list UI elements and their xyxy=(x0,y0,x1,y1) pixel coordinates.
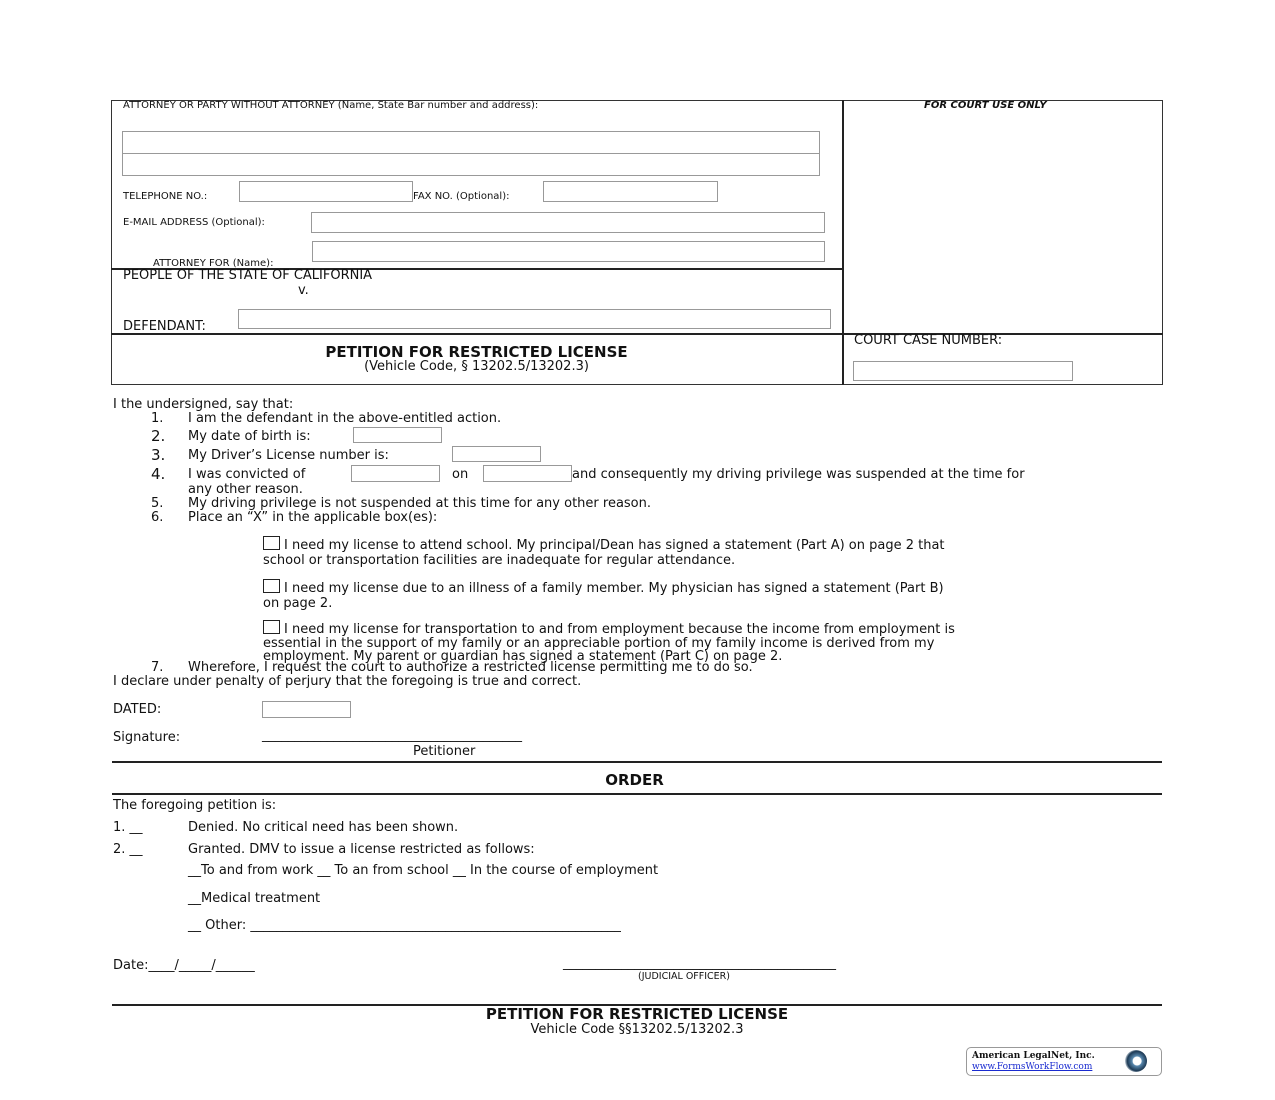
footer-subtitle: Vehicle Code §§13202.5/13202.3 xyxy=(530,1022,744,1037)
attorney-for-field[interactable] xyxy=(312,241,825,262)
dated-label: DATED: xyxy=(113,702,162,717)
item-text: any other reason. xyxy=(188,482,303,497)
case-number-label: COURT CASE NUMBER: xyxy=(854,333,1003,348)
granted-blank[interactable]: 2. __ xyxy=(113,842,143,857)
item-text: Place an “X” in the applicable box(es): xyxy=(188,510,438,525)
item-text: on xyxy=(452,467,469,482)
item-text: I am the defendant in the above-entitled action. xyxy=(188,411,502,426)
signature-line[interactable]: ________________________________________ xyxy=(262,728,522,743)
case-number-field[interactable] xyxy=(853,361,1073,381)
order-title: ORDER xyxy=(605,771,664,789)
option-illness: I need my license due to an illness of a family member. My physician has signed a statement (Part B) on page 2. xyxy=(263,581,944,611)
declaration-text: I declare under penalty of perjury that the foregoing is true and correct. xyxy=(113,674,582,689)
petitioner-label: Petitioner xyxy=(413,744,476,759)
defendant-label: DEFENDANT: xyxy=(123,319,206,334)
item-text: My date of birth is: xyxy=(188,429,311,444)
denied-text: Denied. No critical need has been shown. xyxy=(188,820,459,835)
court-use-label: FOR COURT USE ONLY xyxy=(924,100,1047,111)
granted-text: Granted. DMV to issue a license restricted as follows: xyxy=(188,842,535,857)
attorney-for-label: ATTORNEY FOR (Name): xyxy=(153,258,274,269)
license-number-field[interactable] xyxy=(452,446,541,462)
school-checkbox[interactable] xyxy=(263,536,280,550)
email-label: E-MAIL ADDRESS (Optional): xyxy=(123,217,265,228)
defendant-field[interactable] xyxy=(238,309,831,329)
item-number: 5. xyxy=(151,496,164,511)
denied-blank[interactable]: 1. __ xyxy=(113,820,143,835)
item-text: Wherefore, I request the court to authorize a restricted license permitting me to do so. xyxy=(188,660,753,675)
attorney-address-field[interactable] xyxy=(122,153,820,176)
item-text: My driving privilege is not suspended at this time for any other reason. xyxy=(188,496,652,511)
versus-label: v. xyxy=(298,283,309,298)
item-text: and consequently my driving privilege was suspended at the time for xyxy=(572,467,1025,482)
conviction-field[interactable] xyxy=(351,465,440,482)
item-number: 7. xyxy=(151,660,164,675)
item-number: 1. xyxy=(151,411,164,426)
item-number: 3. xyxy=(151,446,166,464)
order-intro: The foregoing petition is: xyxy=(113,798,277,813)
restriction-medical[interactable]: __Medical treatment xyxy=(188,891,321,906)
judge-signature-line[interactable]: __________________________________________ xyxy=(563,956,836,971)
form-subtitle: (Vehicle Code, § 13202.5/13202.3) xyxy=(364,359,589,374)
option-school: I need my license to attend school. My principal/Dean has signed a statement (Part A) on page 2 that school or transportation facilities are inadequate for regular attendance. xyxy=(263,538,945,568)
signature-label: Signature: xyxy=(113,730,181,745)
footer-title: PETITION FOR RESTRICTED LICENSE xyxy=(485,1005,789,1023)
telephone-label: TELEPHONE NO.: xyxy=(123,191,208,202)
option-employment: I need my license for transportation to and from employment because the income from employment is essential in the support of my family or an appreciable portion of my family income is derived from my employment. My parent or guardian has signed a statement (Part C) on page 2. xyxy=(263,622,955,664)
date-of-birth-field[interactable] xyxy=(353,427,442,443)
attorney-name-field[interactable] xyxy=(122,131,820,154)
email-field[interactable] xyxy=(311,212,825,233)
item-number: 6. xyxy=(151,510,164,525)
american-legalnet-logo[interactable]: American LegalNet, Inc. www.FormsWorkFlow.com xyxy=(966,1047,1162,1076)
fax-label: FAX NO. (Optional): xyxy=(413,191,510,202)
dated-field[interactable] xyxy=(262,701,351,718)
form-title: PETITION FOR RESTRICTED LICENSE xyxy=(325,343,628,361)
conviction-date-field[interactable] xyxy=(483,465,572,482)
telephone-field[interactable] xyxy=(239,181,413,202)
item-number: 4. xyxy=(151,465,166,483)
people-label: PEOPLE OF THE STATE OF CALIFORNIA xyxy=(123,268,373,283)
fax-field[interactable] xyxy=(543,181,718,202)
globe-icon xyxy=(1125,1050,1147,1072)
intro-text: I the undersigned, say that: xyxy=(113,397,294,412)
restriction-options[interactable]: __To and from work __ To an from school __ In the course of employment xyxy=(188,863,659,878)
employment-checkbox[interactable] xyxy=(263,620,280,634)
judicial-officer-label: (JUDICIAL OFFICER) xyxy=(638,971,730,982)
item-text: My Driver’s License number is: xyxy=(188,448,389,463)
item-number: 2. xyxy=(151,427,166,445)
order-date[interactable]: Date:____/_____/______ xyxy=(113,958,255,973)
item-text: I was convicted of xyxy=(188,467,306,482)
attorney-label: ATTORNEY OR PARTY WITHOUT ATTORNEY (Name, State Bar number and address): xyxy=(123,100,539,111)
restriction-other[interactable]: __ Other: _________________________________________________________ xyxy=(188,918,621,933)
illness-checkbox[interactable] xyxy=(263,579,280,593)
